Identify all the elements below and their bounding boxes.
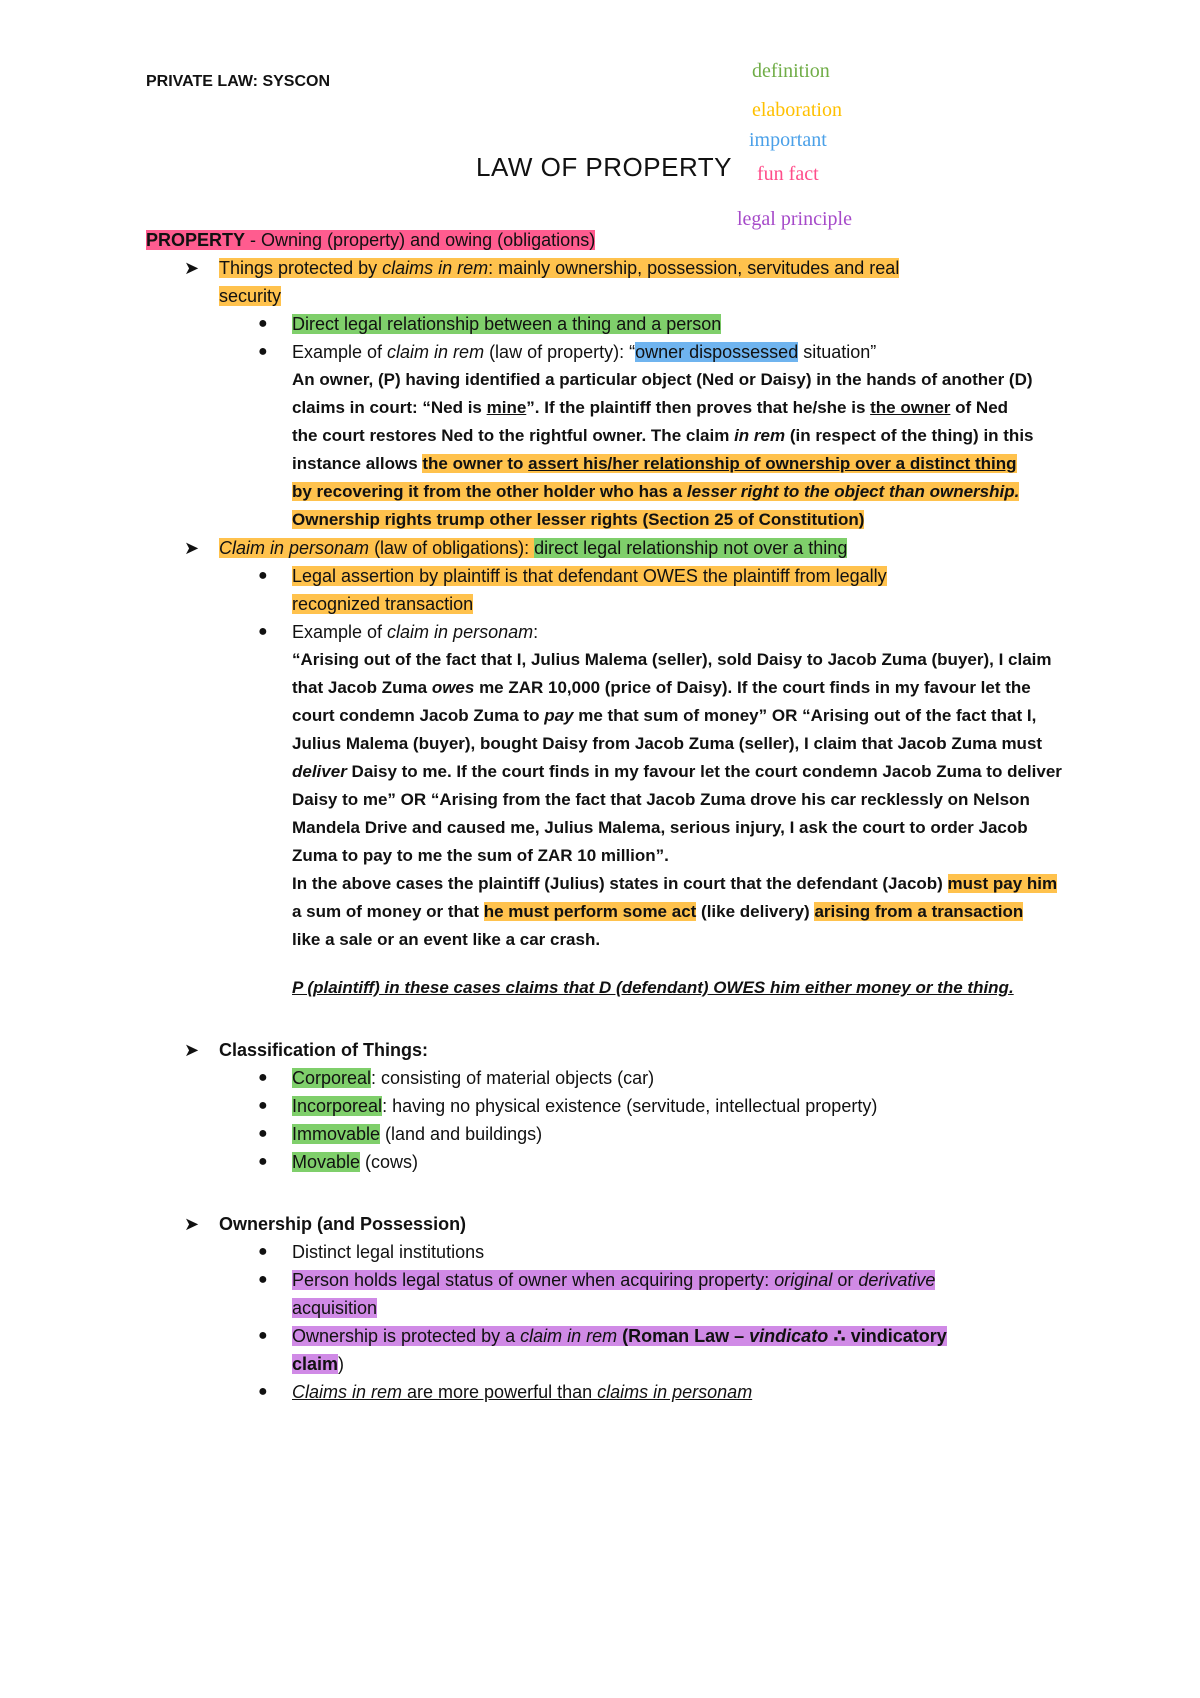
- list-item: ● Distinct legal institutions: [146, 1238, 1066, 1266]
- list-item: ● Movable (cows): [146, 1148, 1066, 1176]
- bullet-icon: ●: [258, 1327, 268, 1344]
- legend-fun-fact: fun fact: [757, 163, 819, 185]
- legend-definition: definition: [752, 60, 830, 82]
- bullet-icon: ●: [258, 1243, 268, 1260]
- summary-line: P (plaintiff) in these cases claims that D (defendant) OWES him either money or the thing.: [292, 978, 1014, 997]
- page-title: LAW OF PROPERTY: [476, 152, 732, 182]
- arrow-bullet-icon: ➤: [184, 1040, 200, 1060]
- claim-in-rem-example: An owner, (P) having identified a particular object (Ned or Daisy) in the hands of another (D) claims in court: “Ned is mine”. If the plaintiff then proves that he/she is the owner of Ned the court restores Ned to the rightful owner. The claim in rem (in respect of the thing) in this instance allows the owner to assert his/her relationship of ownership over a distinct thing by recovering it from the other holder who has a lesser right to the object than ownership. Ownership rights trump other lesser rights (Section 25 of Constitution): [292, 370, 1034, 529]
- list-item: ● Person holds legal status of owner when acquiring property: original or derivative acquisition: [146, 1266, 1066, 1322]
- list-item: ● Ownership is protected by a claim in rem (Roman Law – vindicato ∴ vindicatory claim): [146, 1322, 1066, 1378]
- section-property-heading: [146, 226, 1066, 254]
- list-item: ➤ Things protected by claims in rem: mainly ownership, possession, servitudes and real security: [146, 254, 1066, 310]
- claim-in-personam-example: “Arising out of the fact that I, Julius Malema (seller), sold Daisy to Jacob Zuma (buyer), I claim that Jacob Zuma owes me ZAR 10,000 (price of Daisy). If the court finds in my favour let the court condemn Jacob Zuma to pay me that sum of money” OR “Arising out of the fact that I, Julius Malema (buyer), bought Daisy from Jacob Zuma (seller), I claim that Jacob Zuma must deliver Daisy to me. If the court finds in my favour let the court condemn Jacob Zuma to deliver Daisy to me” OR “Arising from the fact that Jacob Zuma drove his car recklessly on Nelson Mandela Drive and caused me, Julius Malema, serious injury, I ask the court to order Jacob Zuma to pay to me the sum of ZAR 10 million”. In the above cases the plaintiff (Julius) states in court that the defendant (Jacob) must pay him a sum of money or that he must perform some act (like delivery) arising from a transaction like a sale or an event like a car crash. P (plaintiff) in these cases claims that D (defendant) OWES him either money or the thing.: [146, 646, 1066, 1002]
- list-item: ● Corporeal: consisting of material objects (car): [146, 1064, 1066, 1092]
- arrow-bullet-icon: ➤: [184, 538, 200, 558]
- list-item: ● Claims in rem are more powerful than claims in personam: [146, 1378, 1066, 1406]
- bullet-icon: ●: [258, 623, 268, 640]
- bullet-icon: ●: [258, 1153, 268, 1170]
- list-item: ● Incorporeal: having no physical existence (servitude, intellectual property): [146, 1092, 1066, 1120]
- legend-important: important: [749, 129, 827, 151]
- arrow-bullet-icon: ➤: [184, 258, 200, 278]
- list-item: ● Example of claim in rem (law of property): “owner dispossessed situation”: [146, 338, 1066, 366]
- bullet-icon: ●: [258, 1125, 268, 1142]
- bullet-icon: ●: [258, 1271, 268, 1288]
- bullet-icon: ●: [258, 567, 268, 584]
- arrow-bullet-icon: ➤: [184, 1214, 200, 1234]
- bullet-icon: ●: [258, 343, 268, 360]
- legend-elaboration: elaboration: [752, 99, 842, 121]
- page-header: PRIVATE LAW: SYSCON: [146, 73, 331, 90]
- bullet-icon: ●: [258, 1097, 268, 1114]
- property-term: PROPERTY: [146, 230, 246, 250]
- list-item: ● Example of claim in personam:: [146, 618, 1066, 646]
- section-claim-in-personam: ➤ Claim in personam (law of obligations): direct legal relationship not over a thing: [146, 534, 1066, 562]
- bullet-icon: ●: [258, 315, 268, 332]
- list-item: ● Immovable (land and buildings): [146, 1120, 1066, 1148]
- property-definition: - Owning (property) and owing (obligations): [245, 230, 596, 250]
- bullet-icon: ●: [258, 1383, 268, 1400]
- bullet-icon: ●: [258, 1069, 268, 1086]
- legend-legal-principle: legal principle: [737, 208, 852, 230]
- notes-body: [146, 226, 1066, 1406]
- section-classification-heading: ➤ Classification of Things:: [146, 1036, 1066, 1064]
- section-ownership-heading: ➤ Ownership (and Possession): [146, 1210, 1066, 1238]
- list-item: ● Legal assertion by plaintiff is that defendant OWES the plaintiff from legally recognized transaction: [146, 562, 1066, 618]
- list-item: ● Direct legal relationship between a thing and a person: [146, 310, 1066, 338]
